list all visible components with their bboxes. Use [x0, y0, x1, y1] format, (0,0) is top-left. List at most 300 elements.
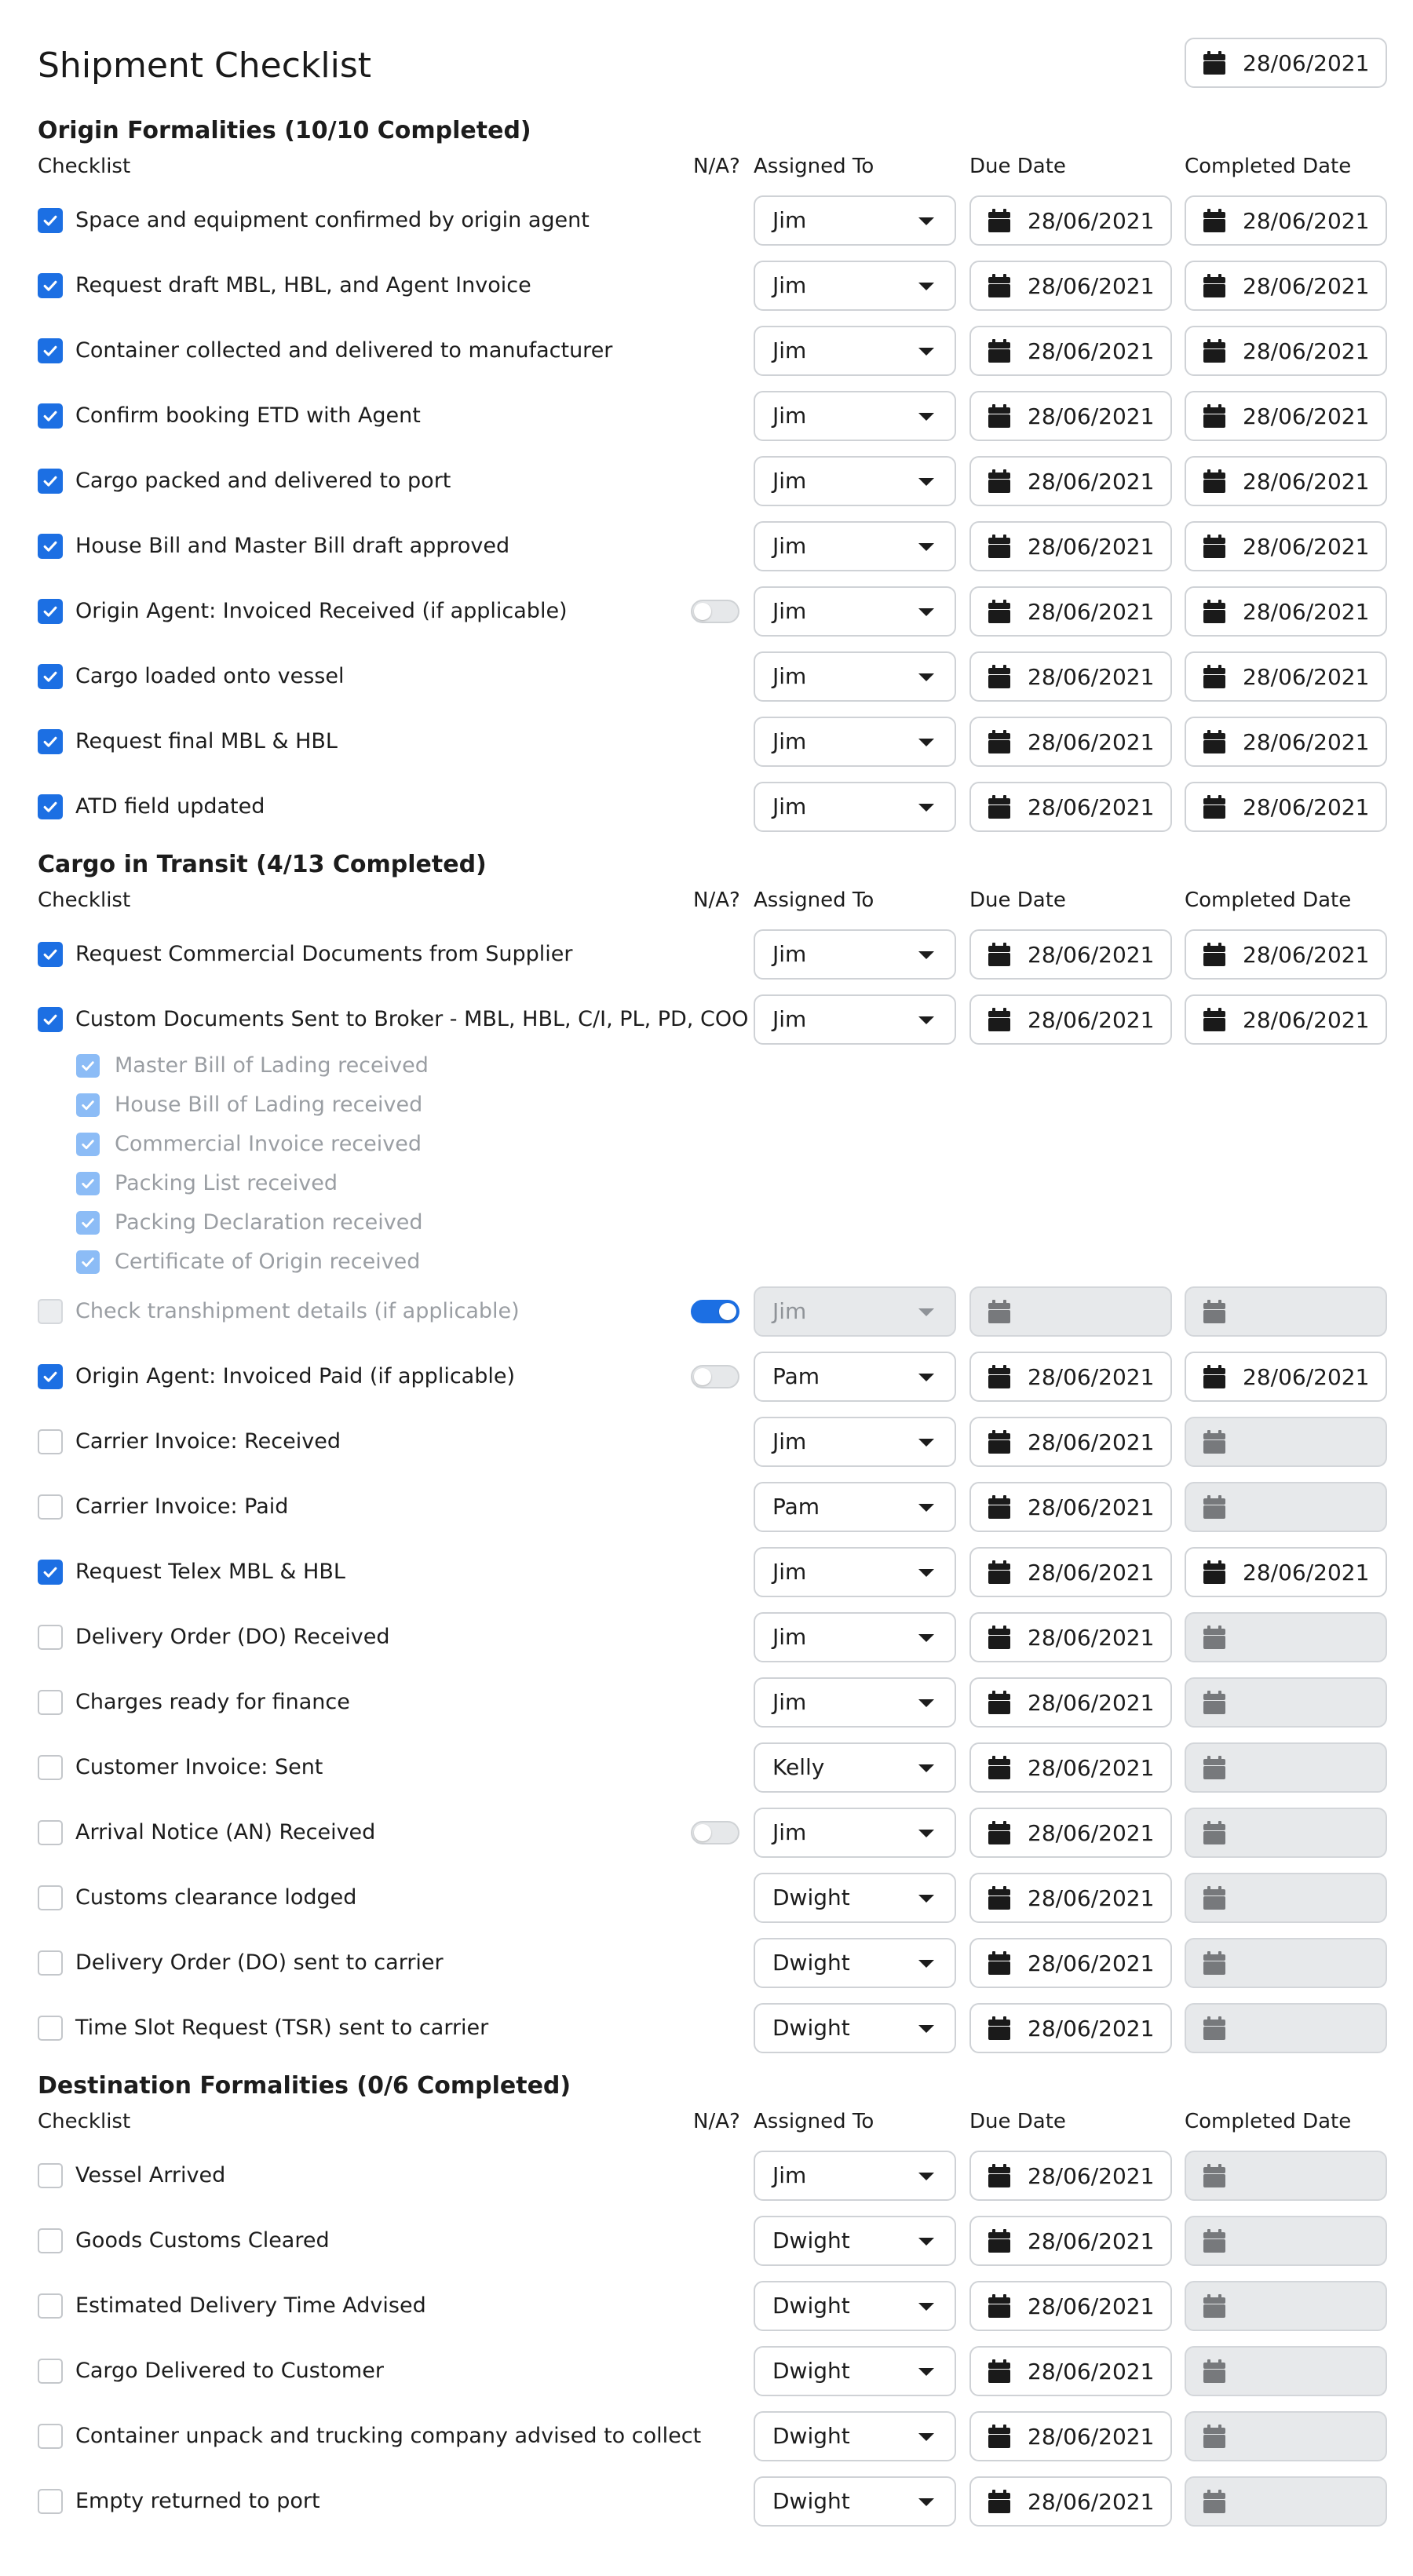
column-header-completed-date: Completed Date	[1185, 2110, 1352, 2133]
checkmark-icon	[41, 945, 60, 964]
item-checkbox[interactable]	[38, 1885, 63, 1910]
checklist-row	[0, 929, 1413, 980]
calendar-icon	[1203, 1821, 1225, 1844]
item-checkbox[interactable]	[38, 1625, 63, 1650]
assignee-value: Pam	[772, 1363, 820, 1389]
assignee-value: Jim	[772, 1624, 807, 1650]
checkmark-icon	[41, 1010, 60, 1029]
section-title: Destination Formalities (0/6 Completed)	[38, 2072, 571, 2100]
item-label: Container unpack and trucking company advised to collect	[75, 2424, 702, 2448]
due-date-picker[interactable]	[969, 456, 1172, 506]
sub-checklist-item	[0, 1085, 1413, 1125]
due-date-value: 28/06/2021	[1028, 1559, 1155, 1585]
assignee-select[interactable]	[754, 2476, 956, 2527]
sub-item-label: Master Bill of Lading received	[115, 1053, 429, 1078]
chevron-down-icon	[918, 2368, 934, 2376]
calendar-icon	[1203, 1300, 1225, 1323]
completed-date-picker[interactable]	[1185, 391, 1387, 441]
calendar-icon	[988, 2490, 1010, 2513]
completed-date-picker[interactable]	[1185, 2216, 1387, 2266]
assignee-select[interactable]	[754, 1286, 956, 1337]
calendar-icon	[988, 1626, 1010, 1649]
na-toggle[interactable]	[691, 1821, 739, 1844]
item-checkbox[interactable]	[38, 2163, 63, 2188]
checkmark-icon	[41, 797, 60, 816]
due-date-picker[interactable]	[969, 1938, 1172, 1988]
due-date-value: 28/06/2021	[1028, 2423, 1155, 2450]
checklist-row	[0, 2346, 1413, 2396]
assignee-select[interactable]	[754, 2411, 956, 2461]
item-checkbox[interactable]	[38, 794, 63, 819]
completed-date-picker[interactable]	[1185, 2411, 1387, 2461]
due-date-value: 28/06/2021	[1028, 1819, 1155, 1846]
calendar-icon	[988, 665, 1010, 688]
due-date-value: 28/06/2021	[1028, 1754, 1155, 1781]
checklist-row	[0, 1808, 1413, 1858]
due-date-picker[interactable]	[969, 2151, 1172, 2201]
item-checkbox[interactable]	[38, 338, 63, 363]
assignee-select[interactable]	[754, 929, 956, 980]
chevron-down-icon	[918, 1504, 934, 1512]
completed-date-picker[interactable]	[1185, 994, 1387, 1045]
assignee-select[interactable]	[754, 2003, 956, 2053]
sub-item-checkbox[interactable]	[76, 1054, 100, 1078]
calendar-icon	[1203, 51, 1225, 75]
assignee-value: Pam	[772, 1494, 820, 1520]
completed-date-value: 28/06/2021	[1243, 533, 1370, 560]
item-label: Vessel Arrived	[75, 2163, 226, 2187]
due-date-picker[interactable]	[969, 2411, 1172, 2461]
item-checkbox[interactable]	[38, 729, 63, 754]
item-checkbox[interactable]	[38, 2228, 63, 2253]
completed-date-picker[interactable]	[1185, 1677, 1387, 1728]
completed-date-picker[interactable]	[1185, 1938, 1387, 1988]
item-checkbox[interactable]	[38, 2489, 63, 2514]
calendar-icon	[988, 1691, 1010, 1714]
assignee-select[interactable]	[754, 326, 956, 376]
due-date-picker[interactable]	[969, 2003, 1172, 2053]
checklist-row	[0, 391, 1413, 441]
item-label: Request Commercial Documents from Supplier	[75, 942, 573, 966]
completed-date-value: 28/06/2021	[1243, 468, 1370, 494]
na-toggle[interactable]	[691, 600, 739, 623]
item-checkbox[interactable]	[38, 1007, 63, 1032]
column-header-na: N/A?	[693, 2110, 740, 2133]
calendar-icon	[1203, 665, 1225, 688]
assignee-select[interactable]	[754, 1612, 956, 1662]
assignee-value: Jim	[772, 468, 807, 494]
due-date-picker[interactable]	[969, 1352, 1172, 1402]
due-date-picker[interactable]	[969, 929, 1172, 980]
assignee-select[interactable]	[754, 1482, 956, 1532]
checkmark-icon	[41, 732, 60, 751]
calendar-icon	[1203, 469, 1225, 493]
due-date-picker[interactable]	[969, 1612, 1172, 1662]
completed-date-picker[interactable]	[1185, 717, 1387, 767]
item-label: Customer Invoice: Sent	[75, 1755, 323, 1779]
completed-date-value: 28/06/2021	[1243, 941, 1370, 968]
sub-item-checkbox[interactable]	[76, 1172, 100, 1195]
completed-date-picker[interactable]	[1185, 261, 1387, 311]
due-date-picker[interactable]	[969, 2476, 1172, 2527]
chevron-down-icon	[918, 2303, 934, 2311]
checklist-row	[0, 521, 1413, 571]
calendar-icon	[988, 943, 1010, 966]
calendar-icon	[1203, 274, 1225, 297]
item-checkbox[interactable]	[38, 1364, 63, 1389]
chevron-down-icon	[918, 2498, 934, 2506]
calendar-icon	[988, 469, 1010, 493]
item-checkbox[interactable]	[38, 273, 63, 298]
checkmark-icon	[41, 537, 60, 556]
chevron-down-icon	[918, 1830, 934, 1837]
checklist-row	[0, 195, 1413, 246]
checkmark-icon	[41, 407, 60, 425]
due-date-picker[interactable]	[969, 261, 1172, 311]
completed-date-picker[interactable]	[1185, 2151, 1387, 2201]
due-date-picker[interactable]	[969, 2216, 1172, 2266]
chevron-down-icon	[918, 348, 934, 356]
item-checkbox[interactable]	[38, 2359, 63, 2384]
header-date-picker[interactable]	[1185, 38, 1387, 88]
completed-date-value: 28/06/2021	[1243, 403, 1370, 429]
calendar-icon	[1203, 2016, 1225, 2040]
due-date-picker[interactable]	[969, 195, 1172, 246]
calendar-icon	[988, 274, 1010, 297]
item-checkbox[interactable]	[38, 1950, 63, 1976]
completed-date-picker[interactable]	[1185, 1352, 1387, 1402]
sub-item-checkbox[interactable]	[76, 1250, 100, 1274]
chevron-down-icon	[918, 1308, 934, 1316]
assignee-value: Jim	[772, 794, 807, 819]
due-date-picker[interactable]	[969, 1742, 1172, 1793]
item-checkbox[interactable]	[38, 664, 63, 689]
calendar-icon	[988, 2164, 1010, 2187]
sub-item-label: Commercial Invoice received	[115, 1132, 422, 1156]
due-date-picker[interactable]	[969, 1417, 1172, 1467]
chevron-down-icon	[918, 413, 934, 421]
assignee-select[interactable]	[754, 651, 956, 702]
item-checkbox[interactable]	[38, 1299, 63, 1324]
completed-date-picker[interactable]	[1185, 2346, 1387, 2396]
chevron-down-icon	[918, 283, 934, 290]
item-label: Container collected and delivered to manufacturer	[75, 338, 613, 363]
completed-date-value: 28/06/2021	[1243, 1559, 1370, 1585]
completed-date-value: 28/06/2021	[1243, 1006, 1370, 1033]
sub-item-label: Certificate of Origin received	[115, 1250, 421, 1274]
assignee-value: Jim	[772, 598, 807, 624]
due-date-picker[interactable]	[969, 1873, 1172, 1923]
column-header-due-date: Due Date	[969, 888, 1066, 912]
item-label: Cargo packed and delivered to port	[75, 469, 451, 493]
due-date-picker[interactable]	[969, 1808, 1172, 1858]
chevron-down-icon	[918, 1374, 934, 1381]
assignee-select[interactable]	[754, 2151, 956, 2201]
due-date-picker[interactable]	[969, 651, 1172, 702]
chevron-down-icon	[918, 2238, 934, 2246]
item-checkbox[interactable]	[38, 1429, 63, 1454]
checklist-row	[0, 1742, 1413, 1793]
assignee-value: Dwight	[772, 1950, 850, 1976]
completed-date-picker[interactable]	[1185, 2476, 1387, 2527]
calendar-icon	[988, 2016, 1010, 2040]
due-date-picker[interactable]	[969, 2346, 1172, 2396]
item-checkbox[interactable]	[38, 2424, 63, 2449]
sub-checklist-item	[0, 1125, 1413, 1164]
completed-date-picker[interactable]	[1185, 1417, 1387, 1467]
assignee-select[interactable]	[754, 2281, 956, 2331]
due-date-picker[interactable]	[969, 717, 1172, 767]
item-checkbox[interactable]	[38, 1755, 63, 1780]
checklist-row	[0, 1286, 1413, 1337]
item-label: Carrier Invoice: Received	[75, 1429, 341, 1454]
completed-date-value: 28/06/2021	[1243, 207, 1370, 234]
checklist-row	[0, 2476, 1413, 2527]
item-label: Cargo loaded onto vessel	[75, 664, 345, 688]
sub-item-checkbox[interactable]	[76, 1093, 100, 1117]
na-toggle[interactable]	[691, 1365, 739, 1388]
checklist-row	[0, 261, 1413, 311]
calendar-icon	[988, 1821, 1010, 1844]
calendar-icon	[1203, 339, 1225, 363]
calendar-icon	[988, 1560, 1010, 1584]
completed-date-picker[interactable]	[1185, 1742, 1387, 1793]
assignee-value: Jim	[772, 403, 807, 429]
assignee-select[interactable]	[754, 1742, 956, 1793]
completed-date-picker[interactable]	[1185, 586, 1387, 637]
assignee-value: Jim	[772, 1819, 807, 1845]
item-label: Carrier Invoice: Paid	[75, 1494, 289, 1519]
item-checkbox[interactable]	[38, 1690, 63, 1715]
column-header-checklist: Checklist	[38, 155, 131, 178]
sub-checklist-item	[0, 1203, 1413, 1242]
chevron-down-icon	[918, 2433, 934, 2441]
calendar-icon	[1203, 2359, 1225, 2383]
due-date-picker[interactable]	[969, 391, 1172, 441]
assignee-select[interactable]	[754, 717, 956, 767]
completed-date-value: 28/06/2021	[1243, 272, 1370, 299]
item-label: Confirm booking ETD with Agent	[75, 403, 421, 428]
column-header-na: N/A?	[693, 888, 740, 912]
item-label: Origin Agent: Invoiced Received (if applicable)	[75, 599, 568, 623]
sub-item-label: Packing Declaration received	[115, 1210, 423, 1235]
calendar-icon	[988, 730, 1010, 753]
completed-date-picker[interactable]	[1185, 782, 1387, 832]
checklist-row	[0, 586, 1413, 637]
assignee-select[interactable]	[754, 1808, 956, 1858]
assignee-value: Jim	[772, 941, 807, 967]
assignee-select[interactable]	[754, 2216, 956, 2266]
checklist-row	[0, 1677, 1413, 1728]
completed-date-picker[interactable]	[1185, 929, 1387, 980]
item-checkbox[interactable]	[38, 403, 63, 429]
item-label: ATD field updated	[75, 794, 265, 819]
sub-checklist-item	[0, 1164, 1413, 1203]
item-checkbox[interactable]	[38, 1560, 63, 1585]
due-date-picker[interactable]	[969, 586, 1172, 637]
calendar-icon	[1203, 730, 1225, 753]
due-date-picker[interactable]	[969, 1482, 1172, 1532]
calendar-icon	[1203, 1365, 1225, 1388]
completed-date-picker[interactable]	[1185, 195, 1387, 246]
calendar-icon	[1203, 1951, 1225, 1975]
due-date-value: 28/06/2021	[1028, 2015, 1155, 2041]
assignee-select[interactable]	[754, 456, 956, 506]
assignee-value: Jim	[772, 663, 807, 689]
calendar-icon	[988, 404, 1010, 428]
item-checkbox[interactable]	[38, 942, 63, 967]
assignee-select[interactable]	[754, 1352, 956, 1402]
checklist-row	[0, 456, 1413, 506]
item-checkbox[interactable]	[38, 1494, 63, 1520]
item-label: Estimated Delivery Time Advised	[75, 2293, 426, 2318]
page-title: Shipment Checklist	[38, 46, 372, 86]
assignee-select[interactable]	[754, 1677, 956, 1728]
assignee-select[interactable]	[754, 261, 956, 311]
assignee-value: Jim	[772, 533, 807, 559]
calendar-icon	[1203, 1495, 1225, 1519]
item-label: Delivery Order (DO) Received	[75, 1625, 390, 1649]
calendar-icon	[988, 600, 1010, 623]
assignee-select[interactable]	[754, 1938, 956, 1988]
assignee-select[interactable]	[754, 586, 956, 637]
due-date-value: 28/06/2021	[1028, 1950, 1155, 1976]
chevron-down-icon	[918, 543, 934, 551]
item-checkbox[interactable]	[38, 599, 63, 624]
due-date-picker[interactable]	[969, 782, 1172, 832]
assignee-select[interactable]	[754, 521, 956, 571]
section-title: Origin Formalities (10/10 Completed)	[38, 117, 531, 144]
toggle-knob	[694, 1368, 711, 1385]
due-date-value: 28/06/2021	[1028, 338, 1155, 364]
item-checkbox[interactable]	[38, 2293, 63, 2319]
item-checkbox[interactable]	[38, 208, 63, 233]
assignee-value: Jim	[772, 2162, 807, 2188]
due-date-picker[interactable]	[969, 2281, 1172, 2331]
assignee-select[interactable]	[754, 2346, 956, 2396]
checkmark-icon	[41, 472, 60, 491]
due-date-picker[interactable]	[969, 326, 1172, 376]
due-date-picker[interactable]	[969, 1677, 1172, 1728]
item-checkbox[interactable]	[38, 2016, 63, 2041]
due-date-value: 28/06/2021	[1028, 1428, 1155, 1455]
due-date-value: 28/06/2021	[1028, 468, 1155, 494]
completed-date-picker[interactable]	[1185, 2003, 1387, 2053]
due-date-value: 28/06/2021	[1028, 728, 1155, 755]
chevron-down-icon	[918, 1439, 934, 1447]
item-checkbox[interactable]	[38, 534, 63, 559]
calendar-icon	[1203, 2425, 1225, 2448]
calendar-icon	[988, 1886, 1010, 1910]
item-checkbox[interactable]	[38, 469, 63, 494]
calendar-icon	[1203, 1691, 1225, 1714]
assignee-select[interactable]	[754, 994, 956, 1045]
header-date-value: 28/06/2021	[1243, 49, 1370, 76]
due-date-value: 28/06/2021	[1028, 2228, 1155, 2254]
assignee-select[interactable]	[754, 1873, 956, 1923]
assignee-select[interactable]	[754, 782, 956, 832]
due-date-value: 28/06/2021	[1028, 1624, 1155, 1651]
checkmark-icon	[79, 1175, 97, 1192]
checklist-row	[0, 1612, 1413, 1662]
calendar-icon	[988, 535, 1010, 558]
checklist-row	[0, 782, 1413, 832]
toggle-knob	[719, 1303, 736, 1320]
assignee-select[interactable]	[754, 195, 956, 246]
checkmark-icon	[79, 1136, 97, 1153]
sub-item-checkbox[interactable]	[76, 1211, 100, 1235]
checklist-row	[0, 1547, 1413, 1597]
completed-date-picker[interactable]	[1185, 521, 1387, 571]
calendar-icon	[1203, 795, 1225, 819]
due-date-picker[interactable]	[969, 1286, 1172, 1337]
assignee-select[interactable]	[754, 1417, 956, 1467]
sub-item-label: House Bill of Lading received	[115, 1093, 423, 1117]
completed-date-picker[interactable]	[1185, 456, 1387, 506]
column-header-na: N/A?	[693, 155, 740, 178]
assignee-select[interactable]	[754, 1547, 956, 1597]
completed-date-picker[interactable]	[1185, 1286, 1387, 1337]
assignee-select[interactable]	[754, 391, 956, 441]
chevron-down-icon	[918, 1764, 934, 1772]
due-date-value: 28/06/2021	[1028, 794, 1155, 820]
completed-date-picker[interactable]	[1185, 1482, 1387, 1532]
assignee-value: Dwight	[772, 2423, 850, 2449]
checklist-row	[0, 2003, 1413, 2053]
completed-date-picker[interactable]	[1185, 1808, 1387, 1858]
due-date-value: 28/06/2021	[1028, 1006, 1155, 1033]
assignee-value: Jim	[772, 1689, 807, 1715]
calendar-icon	[988, 209, 1010, 232]
completed-date-picker[interactable]	[1185, 1612, 1387, 1662]
calendar-icon	[1203, 1626, 1225, 1649]
completed-date-picker[interactable]	[1185, 651, 1387, 702]
toggle-knob	[694, 1824, 711, 1841]
due-date-picker[interactable]	[969, 521, 1172, 571]
completed-date-picker[interactable]	[1185, 1547, 1387, 1597]
completed-date-value: 28/06/2021	[1243, 338, 1370, 364]
checklist-row	[0, 1352, 1413, 1402]
chevron-down-icon	[918, 804, 934, 812]
checkmark-icon	[41, 211, 60, 230]
assignee-value: Jim	[772, 1298, 807, 1324]
calendar-icon	[1203, 2490, 1225, 2513]
calendar-icon	[988, 2229, 1010, 2253]
chevron-down-icon	[918, 2173, 934, 2180]
assignee-value: Jim	[772, 272, 807, 298]
sub-item-checkbox[interactable]	[76, 1133, 100, 1156]
due-date-value: 28/06/2021	[1028, 1885, 1155, 1911]
due-date-value: 28/06/2021	[1028, 2293, 1155, 2319]
completed-date-picker[interactable]	[1185, 326, 1387, 376]
chevron-down-icon	[918, 608, 934, 616]
due-date-picker[interactable]	[969, 994, 1172, 1045]
checklist-row	[0, 1938, 1413, 1988]
completed-date-picker[interactable]	[1185, 2281, 1387, 2331]
item-checkbox[interactable]	[38, 1820, 63, 1845]
calendar-icon	[1203, 404, 1225, 428]
calendar-icon	[988, 1300, 1010, 1323]
item-label: Customs clearance lodged	[75, 1885, 357, 1910]
completed-date-picker[interactable]	[1185, 1873, 1387, 1923]
calendar-icon	[1203, 209, 1225, 232]
column-header-completed-date: Completed Date	[1185, 155, 1352, 178]
due-date-value: 28/06/2021	[1028, 1689, 1155, 1716]
due-date-picker[interactable]	[969, 1547, 1172, 1597]
item-label: Request Telex MBL & HBL	[75, 1560, 345, 1584]
due-date-value: 28/06/2021	[1028, 2358, 1155, 2384]
na-toggle[interactable]	[691, 1300, 739, 1323]
